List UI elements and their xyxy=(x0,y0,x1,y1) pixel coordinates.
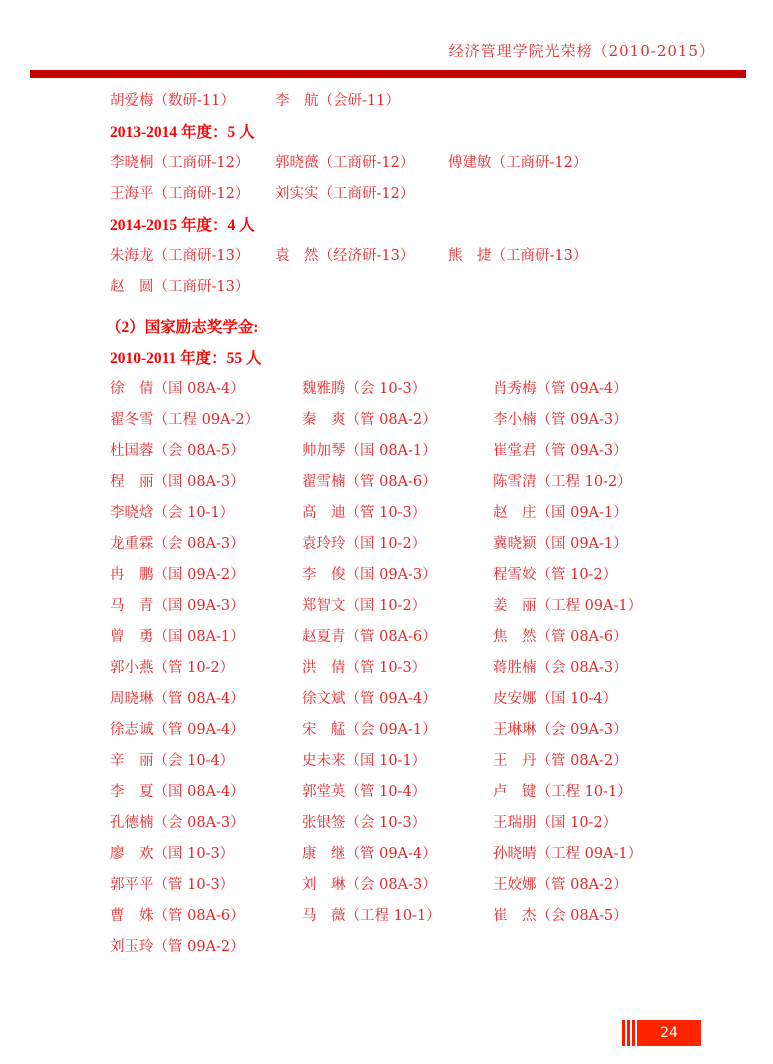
list-item: 王 丹（管 08A-2） xyxy=(493,753,628,769)
list-item: 陈雪清（工程 10-2） xyxy=(493,474,632,490)
year-heading-2013-2014: 2013-2014 年度：5 人 xyxy=(110,124,255,141)
page-number: 24 xyxy=(637,1020,701,1046)
list-row xyxy=(110,932,730,963)
list-item: 肖秀梅（管 09A-4） xyxy=(493,381,628,397)
list-item: 赵 圆（工商研-13） xyxy=(110,279,250,295)
list-item: 魏雅腾（会 10-3） xyxy=(302,381,427,397)
list-item: 胡爱梅（数研-11） xyxy=(110,93,235,109)
list-item: 傅建敏（工商研-12） xyxy=(448,155,588,171)
list-item: 郭平平（管 10-3） xyxy=(110,877,235,893)
year-heading-2014-2015: 2014-2015 年度：4 人 xyxy=(110,217,255,234)
list-item: 史未来（国 10-1） xyxy=(302,753,427,769)
list-item: 曹 姝（管 08A-6） xyxy=(110,908,245,924)
list-item: 程雪姣（管 10-2） xyxy=(493,567,618,583)
list-item: 崔 杰（会 08A-5） xyxy=(493,908,628,924)
list-item: 辛 丽（会 10-4） xyxy=(110,753,235,769)
list-item: 李晓焓（会 10-1） xyxy=(110,505,235,521)
list-row xyxy=(110,436,730,467)
list-row xyxy=(110,467,730,498)
list-row xyxy=(110,870,730,901)
list-item: 冉 鹏（国 09A-2） xyxy=(110,567,245,583)
list-row xyxy=(110,374,730,405)
list-item: 李 航（会研-11） xyxy=(275,93,400,109)
list-item: 孙晓晴（工程 09A-1） xyxy=(493,846,643,862)
list-item: 周晓琳（管 08A-4） xyxy=(110,691,245,707)
list-row xyxy=(110,746,730,777)
list-item: 赵夏青（管 08A-6） xyxy=(302,629,437,645)
list-item: 袁玲玲（国 10-2） xyxy=(302,536,427,552)
footer-stripe-decoration xyxy=(627,1020,630,1046)
list-row xyxy=(110,622,730,653)
list-item: 袁 然（经济研-13） xyxy=(275,248,415,264)
list-item: 高 迪（管 10-3） xyxy=(302,505,427,521)
list-item: 李小楠（管 09A-3） xyxy=(493,412,628,428)
header-divider-bar xyxy=(30,70,746,78)
list-item: 冀晓颖（国 09A-1） xyxy=(493,536,628,552)
list-item: 王琳琳（会 09A-3） xyxy=(493,722,628,738)
list-item: 蒋胜楠（会 08A-3） xyxy=(493,660,628,676)
list-item: 赵 庄（国 09A-1） xyxy=(493,505,628,521)
footer-stripe-decoration xyxy=(632,1020,635,1046)
list-row xyxy=(110,241,730,272)
list-item: 孔德楠（会 08A-3） xyxy=(110,815,245,831)
list-item: 徐 倩（国 08A-4） xyxy=(110,381,245,397)
list-item: 帅加琴（国 08A-1） xyxy=(302,443,437,459)
list-item: 王姣娜（管 08A-2） xyxy=(493,877,628,893)
list-item: 姜 丽（工程 09A-1） xyxy=(493,598,643,614)
list-row xyxy=(110,148,730,179)
honor-list-content xyxy=(106,86,730,963)
list-row xyxy=(110,653,730,684)
list-row xyxy=(110,684,730,715)
list-row xyxy=(110,498,730,529)
list-row xyxy=(110,591,730,622)
list-item: 李 夏（国 08A-4） xyxy=(110,784,245,800)
list-item: 马 薇（工程 10-1） xyxy=(302,908,441,924)
list-row xyxy=(110,405,730,436)
list-item: 郭堂英（管 10-4） xyxy=(302,784,427,800)
list-item: 翟冬雪（工程 09A-2） xyxy=(110,412,260,428)
list-item: 郭晓薇（工商研-12） xyxy=(275,155,415,171)
list-row xyxy=(110,86,730,117)
list-row xyxy=(110,901,730,932)
list-item: 杜国蓉（会 08A-5） xyxy=(110,443,245,459)
list-row xyxy=(110,529,730,560)
list-item: 李晓桐（工商研-12） xyxy=(110,155,250,171)
list-item: 曾 勇（国 08A-1） xyxy=(110,629,245,645)
list-item: 焦 然（管 08A-6） xyxy=(493,629,628,645)
list-item: 廖 欢（国 10-3） xyxy=(110,846,235,862)
list-row xyxy=(110,560,730,591)
list-item: 徐文斌（管 09A-4） xyxy=(302,691,437,707)
list-item: 宋 艋（会 09A-1） xyxy=(302,722,437,738)
section-heading-national-scholarship: （2）国家励志奖学金: xyxy=(106,319,259,336)
list-item: 康 继（管 09A-4） xyxy=(302,846,437,862)
footer-stripe-decoration xyxy=(622,1020,625,1046)
year-heading-2010-2011: 2010-2011 年度：55 人 xyxy=(110,350,262,367)
list-row xyxy=(110,272,730,303)
list-item: 刘实实（工商研-12） xyxy=(275,186,415,202)
list-item: 刘 琳（会 08A-3） xyxy=(302,877,437,893)
list-row xyxy=(110,179,730,210)
list-item: 龙重霖（会 08A-3） xyxy=(110,536,245,552)
list-row xyxy=(110,715,730,746)
list-item: 郑智文（国 10-2） xyxy=(302,598,427,614)
list-row xyxy=(110,839,730,870)
page-header-title: 经济管理学院光荣榜（2010-2015） xyxy=(448,42,715,60)
list-item: 郭小燕（管 10-2） xyxy=(110,660,235,676)
list-item: 秦 爽（管 08A-2） xyxy=(302,412,437,428)
list-item: 朱海龙（工商研-13） xyxy=(110,248,250,264)
list-item: 王瑞朋（国 10-2） xyxy=(493,815,618,831)
list-item: 程 丽（国 08A-3） xyxy=(110,474,245,490)
list-item: 翟雪楠（管 08A-6） xyxy=(302,474,437,490)
list-item: 皮安娜（国 10-4） xyxy=(493,691,618,707)
list-item: 熊 捷（工商研-13） xyxy=(448,248,588,264)
list-item: 张银签（会 10-3） xyxy=(302,815,427,831)
list-row xyxy=(110,777,730,808)
list-item: 马 青（国 09A-3） xyxy=(110,598,245,614)
list-item: 李 俊（国 09A-3） xyxy=(302,567,437,583)
list-item: 洪 倩（管 10-3） xyxy=(302,660,427,676)
list-item: 徐志诚（管 09A-4） xyxy=(110,722,245,738)
list-item: 王海平（工商研-12） xyxy=(110,186,250,202)
list-item: 刘玉玲（管 09A-2） xyxy=(110,939,245,955)
list-item: 崔堂君（管 09A-3） xyxy=(493,443,628,459)
list-item: 卢 键（工程 10-1） xyxy=(493,784,632,800)
list-row xyxy=(110,808,730,839)
